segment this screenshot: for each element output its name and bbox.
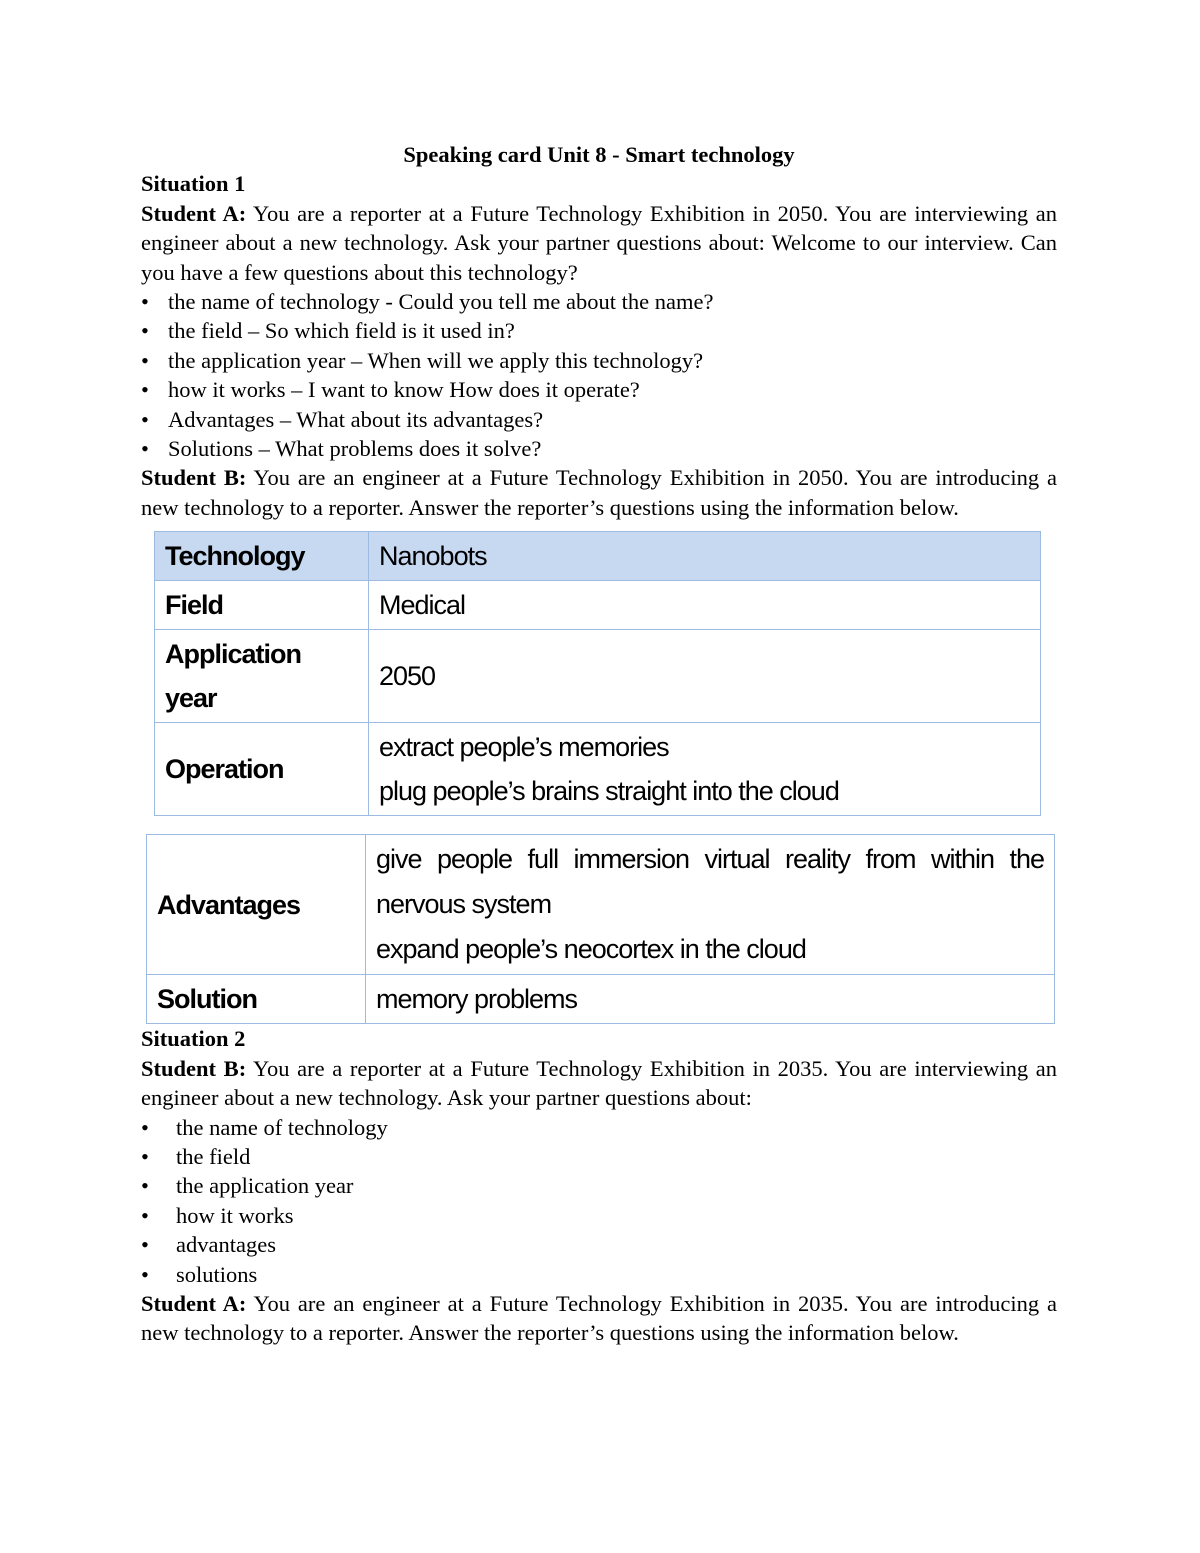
student-b-text: You are an engineer at a Future Technology Exhibition in 2050. You are introducing a new technology to a reporter. Answer the reporter’s questions using the information below. [141, 465, 1058, 520]
list-item: • how it works [141, 1201, 1057, 1230]
operation-label: Operation [155, 723, 369, 816]
bullet-icon: • [141, 289, 149, 315]
advantages-label: Advantages [147, 835, 366, 975]
table-row [155, 723, 1041, 816]
technology-info-table [154, 531, 1041, 816]
situation-2-student-a [141, 1289, 1057, 1348]
student-a-text: You are an engineer at a Future Technology Exhibition in 2035. You are introducing a new technology to a reporter. Answer the reporter’s questions using the information below. [141, 1290, 1058, 1346]
table-row [155, 630, 1041, 723]
list-item: • Advantages – What about its advantages? [141, 405, 1057, 434]
situation-1-student-b [141, 463, 1057, 522]
student-a-label: Student A: [141, 1290, 247, 1316]
application-year-label: Application year [155, 630, 369, 723]
situation-2-student-b [141, 1054, 1057, 1113]
situation-1-question-list [141, 287, 1057, 463]
bullet-icon: • [141, 377, 149, 403]
bullet-icon: • [141, 1232, 149, 1258]
list-item: • the application year [141, 1171, 1057, 1200]
student-a-text: You are a reporter at a Future Technology Exhibition in 2050. You are interviewing an engineer about a new technology. Ask your partner questions about: Welcome to our interview. Can you have a few questions about this technology? [141, 200, 1058, 285]
technology-label: Technology [155, 532, 369, 581]
bullet-icon: • [141, 1143, 149, 1169]
operation-line: plug people’s brains straight into the cloud [379, 776, 839, 807]
table-row [155, 581, 1041, 630]
technology-value: Nanobots [369, 532, 1041, 581]
situation-1-student-a [141, 199, 1057, 287]
solution-value: memory problems [366, 975, 1055, 1024]
page-title: Speaking card Unit 8 - Smart technology [403, 142, 795, 167]
table-row [147, 835, 1055, 975]
list-item: • advantages [141, 1230, 1057, 1259]
application-year-value: 2050 [369, 630, 1041, 723]
list-item: • Solutions – What problems does it solve? [141, 434, 1057, 463]
table-row [155, 532, 1041, 581]
list-item: • solutions [141, 1260, 1057, 1289]
solution-label: Solution [147, 975, 366, 1024]
list-item: • the name of technology - Could you tell me about the name? [141, 287, 1057, 316]
field-value: Medical [369, 581, 1041, 630]
field-label: Field [155, 581, 369, 630]
advantages-value [366, 835, 1055, 975]
advantages-line: give people full immersion virtual reality from within the nervous system [376, 844, 1044, 920]
situation-1-heading: Situation 1 [141, 171, 246, 197]
situation-2-question-list [141, 1113, 1057, 1289]
list-item: • the field – So which field is it used in? [141, 316, 1057, 345]
bullet-icon: • [141, 347, 149, 373]
student-b-label: Student B: [141, 465, 247, 491]
student-b-text: You are a reporter at a Future Technology Exhibition in 2035. You are interviewing an engineer about a new technology. Ask your partner questions about: [141, 1055, 1058, 1111]
bullet-icon: • [141, 1202, 149, 1228]
bullet-icon: • [141, 436, 149, 462]
advantages-line: expand people’s neocortex in the cloud [376, 934, 806, 965]
bullet-icon: • [141, 318, 149, 344]
situation-2-heading: Situation 2 [141, 1026, 246, 1052]
student-a-label: Student A: [141, 200, 247, 226]
operation-line: extract people’s memories [379, 732, 669, 763]
bullet-icon: • [141, 1114, 149, 1140]
bullet-icon: • [141, 406, 149, 432]
list-item: • the application year – When will we apply this technology? [141, 346, 1057, 375]
list-item: • how it works – I want to know How does it operate? [141, 375, 1057, 404]
bullet-icon: • [141, 1261, 149, 1287]
operation-value [369, 723, 1041, 816]
advantages-info-table [146, 834, 1055, 1024]
table-row [147, 975, 1055, 1024]
list-item: • the name of technology [141, 1113, 1057, 1142]
list-item: • the field [141, 1142, 1057, 1171]
student-b-label: Student B: [141, 1055, 247, 1081]
document-content [141, 140, 1057, 1348]
bullet-icon: • [141, 1173, 149, 1199]
